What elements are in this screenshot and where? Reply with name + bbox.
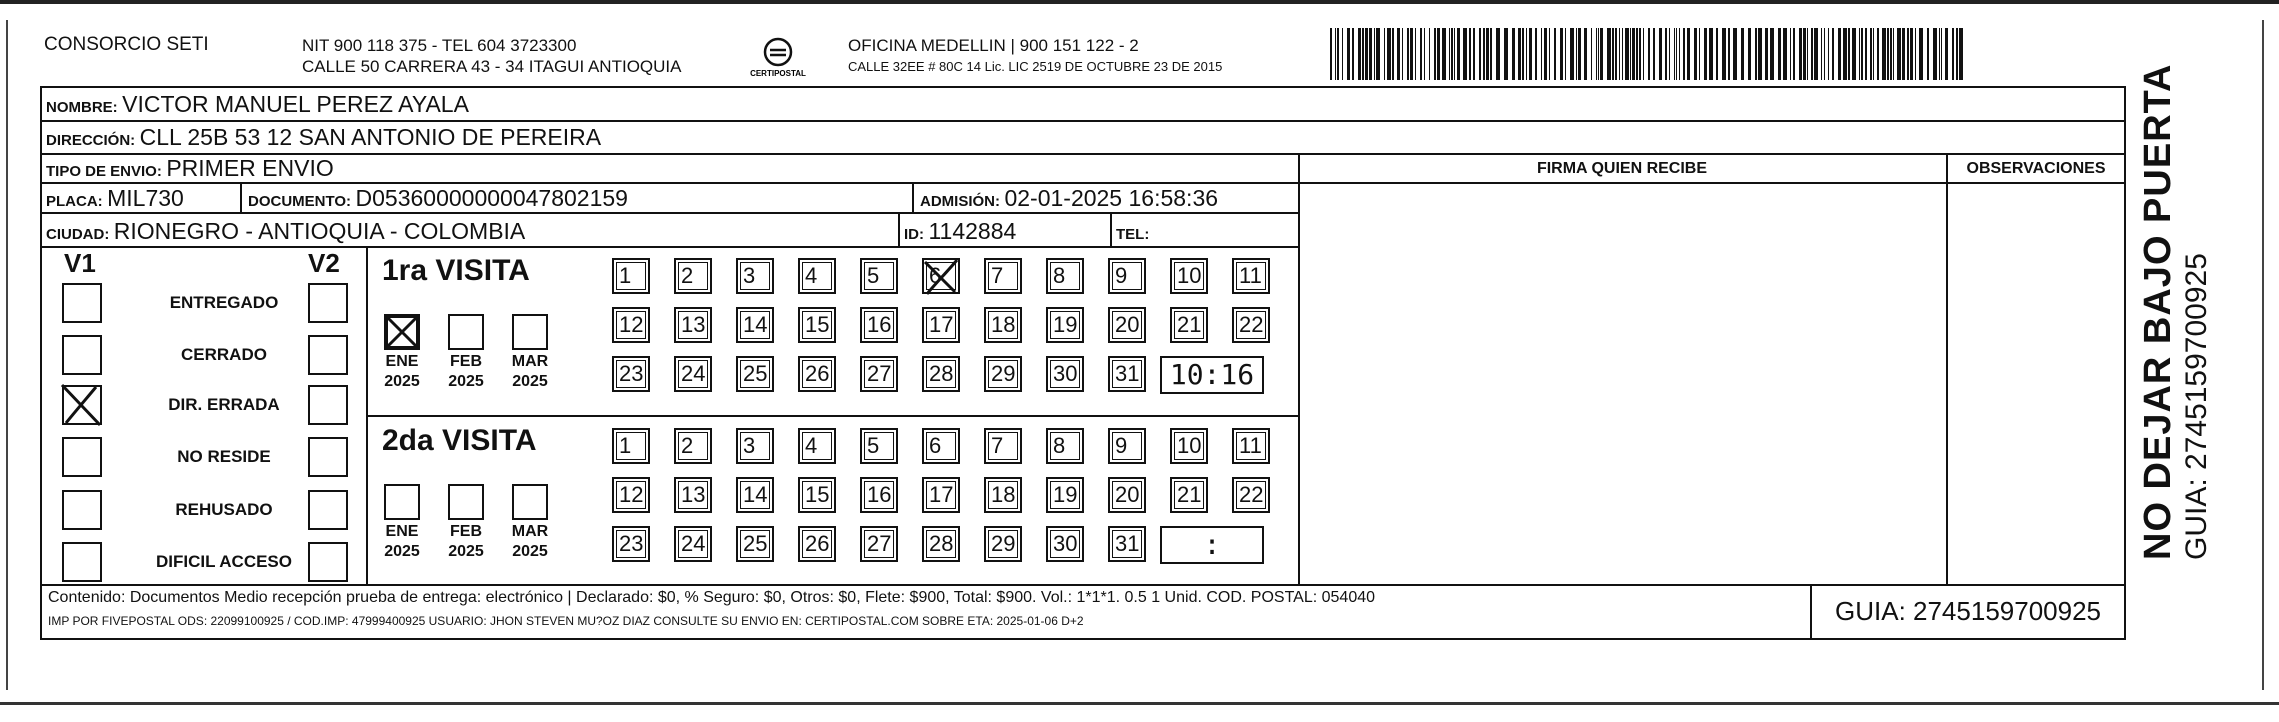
v2-checkbox[interactable] [308,335,348,375]
line-city [40,246,1298,248]
v2-label: V2 [308,248,340,278]
day-box[interactable]: 3 [736,428,774,464]
city-value: RIONEGRO - ANTIOQUIA - COLOMBIA [113,218,526,244]
day-box[interactable]: 5 [860,428,898,464]
day-box[interactable]: 3 [736,258,774,294]
line-name [40,120,2126,122]
plate-cell [46,185,184,212]
month-checkbox[interactable] [384,484,420,520]
status-option-label: DIFICIL ACCESO [155,552,292,571]
status-option-label: CERRADO [181,345,267,364]
signature-area[interactable] [1300,184,1945,583]
day-box[interactable]: 29 [984,526,1022,562]
month-name: FEB [450,353,482,370]
day-box[interactable]: 14 [736,307,774,343]
document-value: D05360000000047802159 [355,185,628,211]
status-option-label: DIR. ERRADA [168,395,280,414]
logo-text: CERTIPOSTAL [750,69,806,78]
day-box[interactable]: 4 [798,258,836,294]
signature-header: FIRMA QUIEN RECIBE [1536,160,1708,177]
day-box[interactable]: 26 [798,526,836,562]
day-box[interactable]: 17 [922,477,960,513]
plate-label: PLACA: [46,193,103,210]
v2-checkbox[interactable] [308,437,348,477]
vline-document [240,182,242,212]
month-year: 2025 [384,543,420,560]
status-option-label: ENTREGADO [169,293,279,312]
license-line: CALLE 32EE # 80C 14 Lic. LIC 2519 DE OCTUBRE 23 DE 2015 [848,59,1223,74]
day-box[interactable]: 27 [860,356,898,392]
day-box[interactable]: 8 [1046,258,1084,294]
month-name: ENE [385,523,419,540]
observations-header: OBSERVACIONES [1966,160,2106,177]
side-text [2136,64,2214,560]
address-label: DIRECCIÓN: [46,132,136,149]
day-box[interactable]: 25 [736,526,774,562]
v1-checkbox[interactable] [62,542,102,582]
no-dejar-warning: NO DEJAR BAJO PUERTA [2137,63,2179,560]
day-box[interactable]: 15 [798,477,836,513]
nit-line: NIT 900 118 375 - TEL 604 3723300 [302,36,577,55]
day-box[interactable]: 20 [1108,477,1146,513]
day-box[interactable]: 9 [1108,258,1146,294]
v1-label: V1 [64,248,96,278]
line-shipment [40,182,1298,184]
day-box[interactable]: 31 [1108,526,1146,562]
day-box[interactable]: 13 [674,477,712,513]
line-address [40,153,2126,155]
v1-checkbox[interactable] [62,385,102,425]
day-box[interactable]: 19 [1046,307,1084,343]
day-box[interactable]: 21 [1170,307,1208,343]
day-box[interactable]: 14 [736,477,774,513]
month-checkbox[interactable] [448,484,484,520]
day-box[interactable]: 8 [1046,428,1084,464]
name-row [46,91,469,118]
content-line: Contenido: Documentos Medio recepción prueba de entrega: electrónico | Declarado: $0, % Seguro: $0, Otros: $0, Flete: $900, Total: $900. Vol.: 1*1*1. 0.5 1 Unid. COD. POSTAL: 054040 [48,589,1376,606]
document-label: DOCUMENTO: [248,193,352,210]
vline-id [898,212,900,246]
day-box[interactable]: 6 [922,428,960,464]
day-box[interactable]: 24 [674,356,712,392]
month-name: MAR [511,523,549,540]
page-edge-bottom [0,702,2279,705]
shipment-label: TIPO DE ENVIO: [46,163,162,180]
day-box[interactable]: 21 [1170,477,1208,513]
day-box[interactable]: 28 [922,356,960,392]
day-box[interactable]: 18 [984,477,1022,513]
line-visit-split [366,415,1298,417]
month-checkbox[interactable] [512,484,548,520]
v1-checkbox[interactable] [62,283,102,323]
admission-label: ADMISIÓN: [920,193,1000,210]
day-box[interactable]: 22 [1232,477,1270,513]
month-checkbox[interactable] [512,314,548,350]
month-name: FEB [450,523,482,540]
day-box[interactable]: 23 [612,356,650,392]
imp-line: IMP POR FIVEPOSTAL ODS: 22099100925 / COD.IMP: 47999400925 USUARIO: JHON STEVEN MU?OZ DIAZ CONSULTE SU ENVIO EN: CERTIPOSTAL.COM SOBRE ETA: 2025-01-06 D+2 [48,614,1084,628]
day-box[interactable]: 2 [674,428,712,464]
day-box[interactable]: 17 [922,307,960,343]
page-edge-right [2262,20,2264,690]
day-box[interactable]: 5 [860,258,898,294]
day-box[interactable]: 1 [612,258,650,294]
day-box[interactable]: 27 [860,526,898,562]
day-box[interactable]: 22 [1232,307,1270,343]
visit-time-box[interactable]: : [1160,526,1264,564]
day-box[interactable]: 18 [984,307,1022,343]
v1-checkbox[interactable] [62,335,102,375]
admission-value: 02-01-2025 16:58:36 [1004,185,1219,211]
name-label: NOMBRE: [46,99,118,116]
name-value: VICTOR MANUEL PEREZ AYALA [122,91,469,117]
day-box[interactable]: 23 [612,526,650,562]
day-box[interactable]: 1 [612,428,650,464]
day-box[interactable]: 2 [674,258,712,294]
day-box[interactable]: 12 [612,307,650,343]
day-box[interactable]: 19 [1046,477,1084,513]
month-year: 2025 [512,543,548,560]
visit-title: 1ra VISITA [382,254,530,287]
day-box[interactable]: 11 [1232,258,1270,294]
address-row [46,124,601,151]
day-box[interactable]: 13 [674,307,712,343]
vline-status [366,246,368,584]
day-box[interactable]: 28 [922,526,960,562]
v2-checkbox[interactable] [308,283,348,323]
company-name: CONSORCIO SETI [44,34,209,55]
page-edge-left [6,20,8,690]
day-box[interactable]: 6 [922,258,960,294]
day-box[interactable]: 10 [1170,428,1208,464]
plate-value: MIL730 [107,185,184,211]
line-footer [40,584,2126,586]
office-line: OFICINA MEDELLIN | 900 151 122 - 2 [848,36,1139,55]
address-line: CALLE 50 CARRERA 43 - 34 ITAGUI ANTIOQUIA [302,57,682,76]
page-edge-top [0,0,2279,4]
day-box[interactable]: 30 [1046,356,1084,392]
tel-cell [1116,218,1149,245]
v2-checkbox[interactable] [308,385,348,425]
month-year: 2025 [384,373,420,390]
month-year: 2025 [512,373,548,390]
id-cell [904,218,1016,245]
day-box[interactable]: 31 [1108,356,1146,392]
month-name: ENE [385,353,419,370]
day-box[interactable]: 16 [860,307,898,343]
visit-title: 2da VISITA [382,424,537,457]
day-box[interactable]: 25 [736,356,774,392]
day-box[interactable]: 7 [984,258,1022,294]
month-name: MAR [511,353,549,370]
month-year: 2025 [448,543,484,560]
day-box[interactable]: 20 [1108,307,1146,343]
v2-checkbox[interactable] [308,542,348,582]
city-label: CIUDAD: [46,226,110,243]
day-box[interactable]: 15 [798,307,836,343]
day-box[interactable]: 24 [674,526,712,562]
document-cell [248,185,628,212]
status-option-label: REHUSADO [175,500,273,519]
id-value: 1142884 [928,218,1017,244]
month-year: 2025 [448,373,484,390]
v1-checkbox[interactable] [62,490,102,530]
tel-label: TEL: [1116,226,1150,243]
shipment-value: PRIMER ENVIO [166,155,334,181]
day-box[interactable]: 16 [860,477,898,513]
side-guia: GUIA: 2745159700925 [2180,253,2213,560]
admission-cell [920,185,1218,212]
city-cell [46,218,525,245]
day-box[interactable]: 11 [1232,428,1270,464]
day-box[interactable]: 29 [984,356,1022,392]
day-box[interactable]: 30 [1046,526,1084,562]
day-box[interactable]: 10 [1170,258,1208,294]
month-checkbox[interactable] [448,314,484,350]
vline-admission [912,182,914,212]
observations-area[interactable] [1948,184,2125,583]
id-label: ID: [904,226,924,243]
barcode [1330,28,1970,80]
status-option-label: NO RESIDE [177,447,271,466]
day-box[interactable]: 26 [798,356,836,392]
footer-guia: GUIA: 2745159700925 [1835,596,2101,626]
day-box[interactable]: 12 [612,477,650,513]
visit-time-box[interactable]: 10:16 [1160,356,1264,394]
shipment-row [46,155,334,182]
vline-tel [1110,212,1112,246]
day-box[interactable]: 9 [1108,428,1146,464]
day-box[interactable]: 4 [798,428,836,464]
certipostal-logo [748,34,808,84]
address-value: CLL 25B 53 12 SAN ANTONIO DE PEREIRA [139,124,602,150]
day-box[interactable]: 7 [984,428,1022,464]
month-checkbox[interactable] [384,314,420,350]
v1-checkbox[interactable] [62,437,102,477]
v2-checkbox[interactable] [308,490,348,530]
